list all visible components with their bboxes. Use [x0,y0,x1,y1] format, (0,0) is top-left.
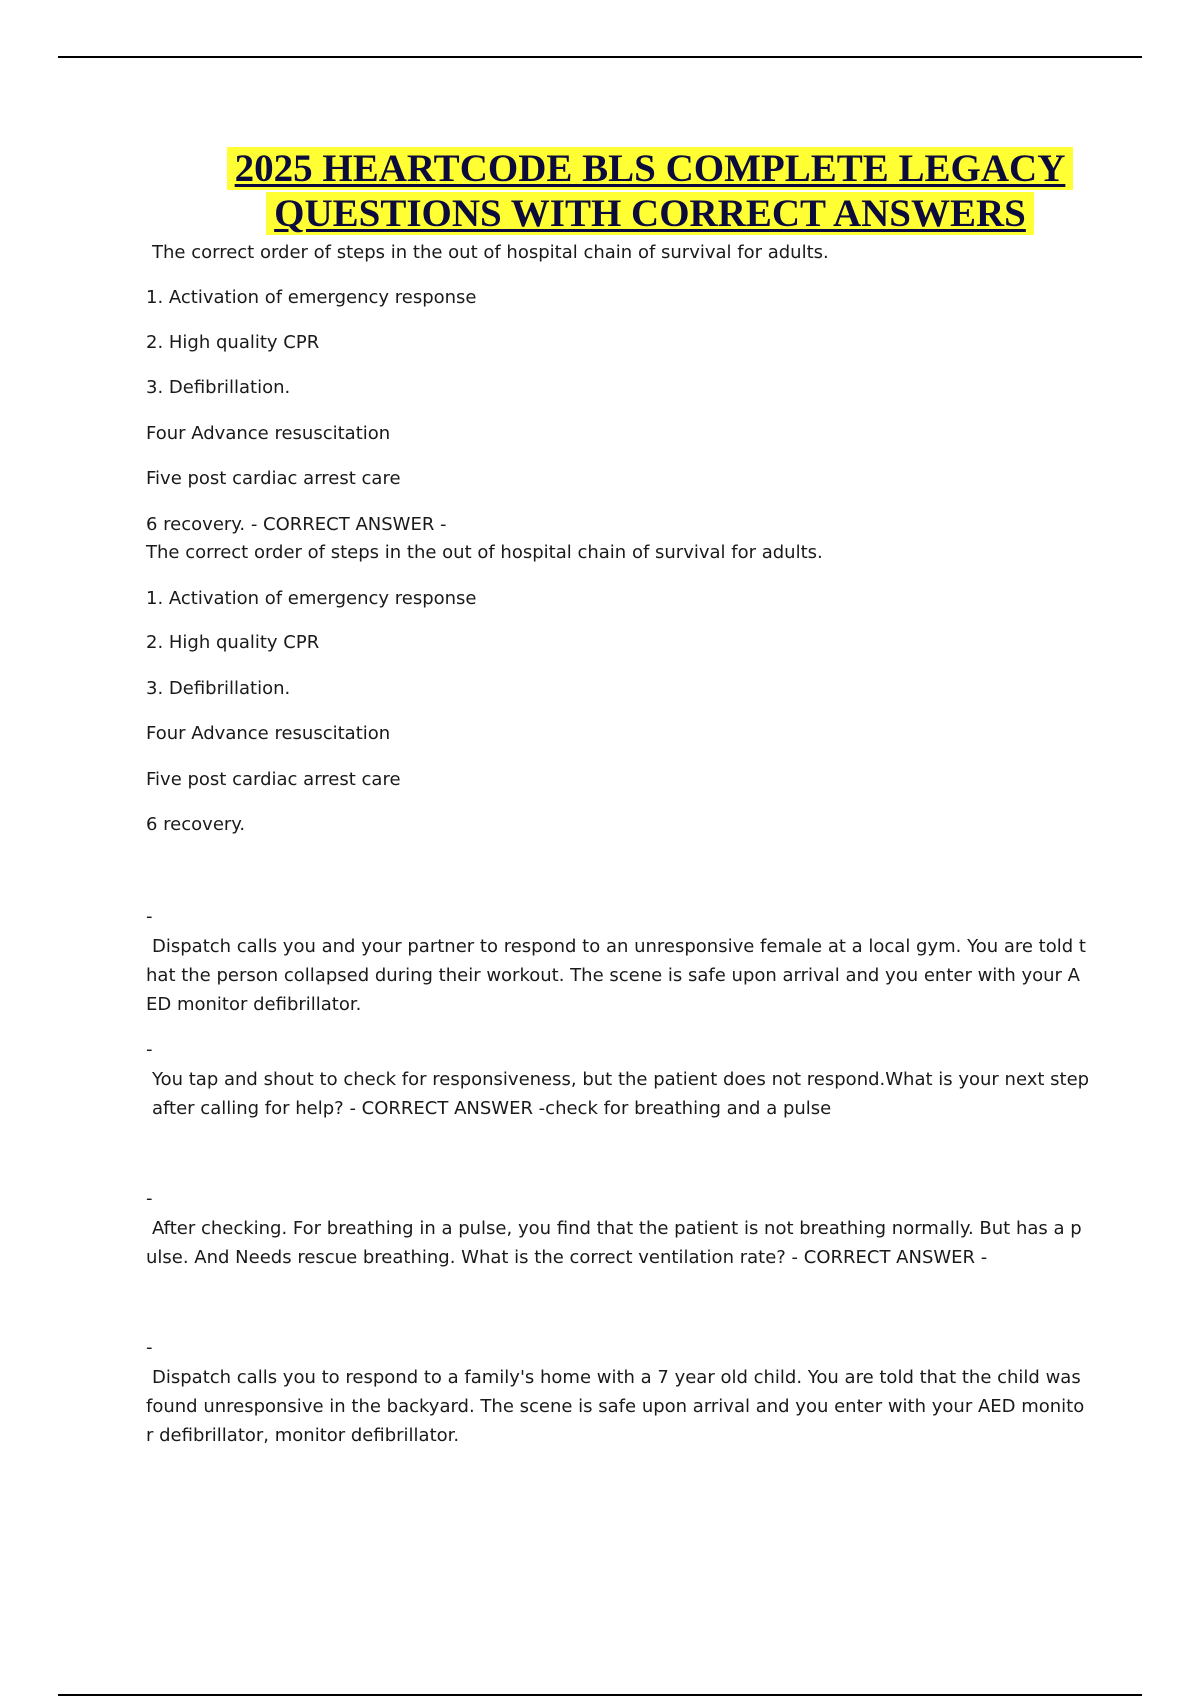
top-rule [58,56,1142,58]
a1-item-4: Four Advance resuscitation [146,723,391,744]
separator-dash: - [146,1188,153,1209]
scenario-1-line-3: ED monitor defibrillator. [146,994,362,1015]
bottom-rule [58,1694,1142,1696]
scenario-1-line-2: hat the person collapsed during their workout. The scene is safe upon arrival and you enter with your A [146,965,1080,986]
q1-item-2: 2. High quality CPR [146,332,320,353]
scenario-2-line-1: Dispatch calls you to respond to a family's home with a 7 year old child. You are told that the child was [152,1367,1081,1388]
document-title [0,146,1200,236]
a1-question: The correct order of steps in the out of hospital chain of survival for adults. [146,542,823,563]
q3-line-1: After checking. For breathing in a pulse, you find that the patient is not breathing normally. But has a p [152,1218,1082,1239]
scenario-1 [146,932,1086,1019]
separator-dash: - [146,1337,153,1358]
q3-line-2: ulse. And Needs rescue breathing. What is the correct ventilation rate? - CORRECT ANSWER - [146,1247,988,1268]
question-3 [146,1214,1086,1272]
q2-line-1: You tap and shout to check for responsiveness, but the patient does not respond.What is your next step [152,1069,1090,1090]
a1-item-3: 3. Defibrillation. [146,678,291,699]
separator-dash: - [146,906,153,927]
q1-item-4: Four Advance resuscitation [146,423,391,444]
a1-item-1: 1. Activation of emergency response [146,588,477,609]
q2-line-2: after calling for help? - CORRECT ANSWER -check for breathing and a pulse [152,1098,832,1119]
a1-item-2: 2. High quality CPR [146,632,320,653]
a1-item-5: Five post cardiac arrest care [146,769,401,790]
q1-item-3: 3. Defibrillation. [146,377,291,398]
scenario-2 [146,1363,1086,1450]
scenario-1-line-1: Dispatch calls you and your partner to respond to an unresponsive female at a local gym. You are told t [152,936,1086,957]
q1-item-1: 1. Activation of emergency response [146,287,477,308]
a1-item-6: 6 recovery. [146,814,246,835]
q1-item-5: Five post cardiac arrest care [146,468,401,489]
q1-question: The correct order of steps in the out of hospital chain of survival for adults. [152,242,829,263]
scenario-2-line-2: found unresponsive in the backyard. The scene is safe upon arrival and you enter with your AED monito [146,1396,1085,1417]
separator-dash: - [146,1039,153,1060]
title-line-2: QUESTIONS WITH CORRECT ANSWERS [266,192,1034,235]
title-line-1: 2025 HEARTCODE BLS COMPLETE LEGACY [227,147,1074,190]
scenario-2-line-3: r defibrillator, monitor defibrillator. [146,1425,460,1446]
question-2 [146,1065,1090,1123]
q1-item-6: 6 recovery. - CORRECT ANSWER - [146,514,447,535]
